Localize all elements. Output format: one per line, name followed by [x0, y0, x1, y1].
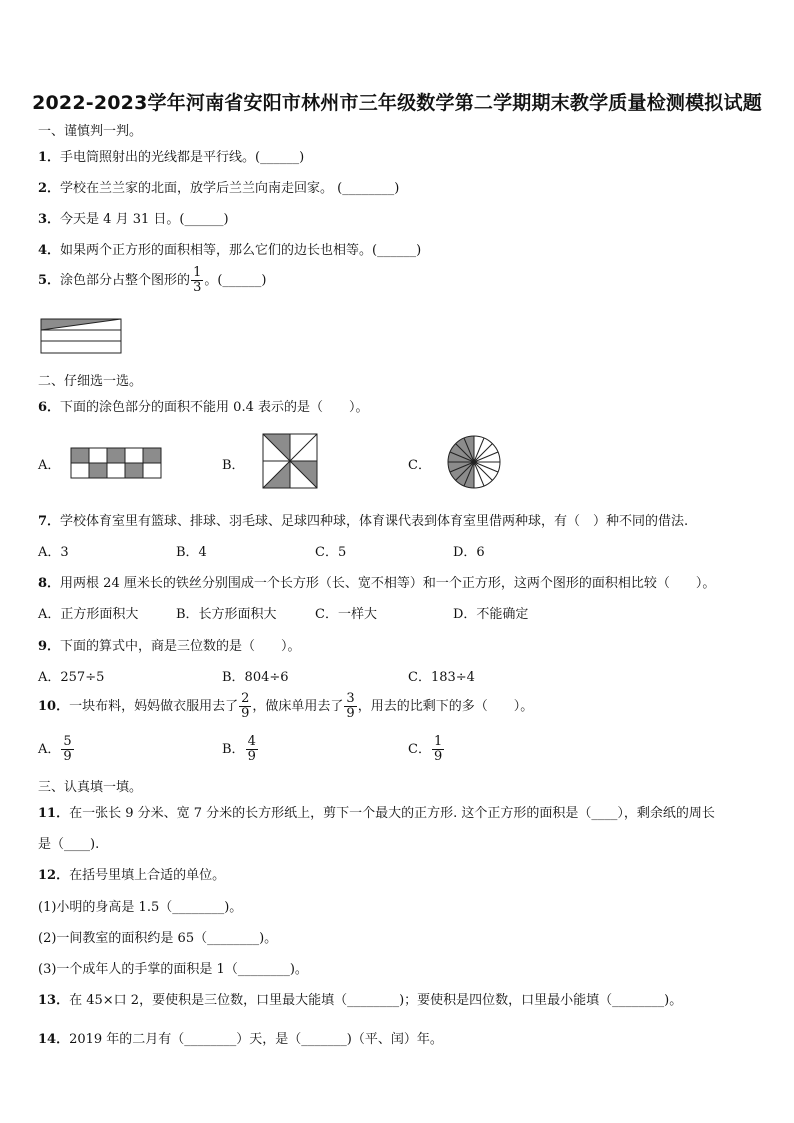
sub-question-3: (3)一个成年人的手掌的面积是 1（________)。 — [38, 962, 308, 977]
question-text: 学校在兰兰家的北面，放学后兰兰向南走回家。 (________) — [60, 181, 400, 196]
page-title: 2022-2023学年河南省安阳市林州市三年级数学第二学期期末教学质量检测模拟试题 — [32, 92, 762, 114]
fraction: $\frac{3}{9}$ — [346, 691, 355, 721]
question-14 — [38, 1028, 443, 1047]
option: D．6 — [453, 545, 485, 560]
fraction: $\frac{4}{9}$ — [247, 734, 256, 764]
question-11-continuation: 是（____). — [38, 837, 100, 852]
option-a: A． $\frac{5}{9}$ — [38, 734, 72, 764]
option: A．正方形面积大 — [38, 607, 139, 622]
question-6 — [38, 396, 369, 415]
option: C．183÷4 — [408, 670, 475, 685]
question-text: 在一张长 9 分米、宽 7 分米的长方形纸上，剪下一个最大的正方形. 这个正方形的面积是（____），剩余纸的周长 — [69, 806, 715, 821]
question-11 — [38, 802, 715, 821]
question-number: 13． — [38, 993, 70, 1008]
question-number: 2． — [38, 181, 61, 196]
option-b: B． — [222, 458, 245, 473]
fraction: $\frac{1}{3}$ — [193, 265, 202, 295]
option-a: A． — [38, 458, 61, 473]
option: B．4 — [176, 545, 207, 560]
question-number: 5． — [38, 273, 61, 288]
option: A．3 — [38, 545, 69, 560]
question-number: 8． — [38, 576, 61, 591]
question-text: 用两根 24 厘米长的铁丝分别围成一个长方形（长、宽不相等）和一个正方形，这两个图形的面积相比较（ ）。 — [60, 576, 716, 591]
question-12 — [38, 864, 225, 883]
question-text: 2019 年的二月有（________）天，是（_______)（平、闰）年。 — [69, 1032, 443, 1047]
sub-question-2: (2)一间教室的面积约是 65（________)。 — [38, 931, 278, 946]
option: B．804÷6 — [222, 670, 289, 685]
option: C．一样大 — [315, 607, 377, 622]
question-text: 在括号里填上合适的单位。 — [69, 868, 226, 883]
option-c: C． — [408, 458, 431, 473]
question-text: 一块布料，妈妈做衣服用去了 — [69, 699, 239, 714]
question-text: 下面的算式中，商是三位数的是（ ）。 — [60, 639, 301, 654]
option: C．5 — [315, 545, 347, 560]
question-number: 3． — [38, 212, 61, 227]
question-13 — [38, 989, 682, 1008]
q6-figure-a — [70, 447, 166, 481]
option: B．长方形面积大 — [176, 607, 277, 622]
question-number: 14． — [38, 1032, 70, 1047]
section-heading-fill: 三、认真填一填。 — [38, 780, 143, 795]
fraction: $\frac{5}{9}$ — [63, 734, 72, 764]
question-2 — [38, 177, 399, 196]
question-1 — [38, 146, 304, 165]
fraction: $\frac{2}{9}$ — [241, 691, 250, 721]
question-text: 今天是 4 月 31 日。(______) — [60, 212, 229, 227]
question-text: 下面的涂色部分的面积不能用 0.4 表示的是（ ）。 — [60, 400, 369, 415]
question-number: 1． — [38, 150, 61, 165]
question-8 — [38, 572, 715, 591]
question-text: 在 45×口 2，要使积是三位数，口里最大能填（________)；要使积是四位数，口里最小能填（________)。 — [69, 993, 683, 1008]
question-number: 12． — [38, 868, 70, 883]
question-5: 5．涂色部分占整个图形的 $\frac{1}{3}$ 。(______) — [38, 265, 267, 295]
section-heading-judge: 一、谨慎判一判。 — [38, 124, 143, 139]
question-3 — [38, 208, 229, 227]
option-b: B． $\frac{4}{9}$ — [222, 734, 256, 764]
question-4 — [38, 239, 421, 258]
question-number: 6． — [38, 400, 61, 415]
sub-question-1: (1)小明的身高是 1.5（________)。 — [38, 900, 243, 915]
option: D．不能确定 — [453, 607, 529, 622]
question-text: 手电筒照射出的光线都是平行线。(______) — [60, 150, 305, 165]
question-text: 如果两个正方形的面积相等，那么它们的边长也相等。(______) — [60, 243, 422, 258]
question-7 — [38, 510, 688, 529]
question-number: 10． — [38, 699, 70, 714]
question-text: 学校体育室里有篮球、排球、羽毛球、足球四种球，体育课代表到体育室里借两种球，有（ ）种不同的借法. — [60, 514, 689, 529]
question-number: 7． — [38, 514, 61, 529]
q5-figure — [40, 318, 124, 356]
question-text: 涂色部分占整个图形的 — [60, 273, 191, 288]
question-number: 9． — [38, 639, 61, 654]
question-number: 4． — [38, 243, 61, 258]
q6-figure-b — [262, 433, 318, 489]
option: A．257÷5 — [38, 670, 105, 685]
question-10: 10．一块布料，妈妈做衣服用去了 $\frac{2}{9}$ ，做床单用去了 $\frac{3}{9}$ ，用去的比剩下的多（ ）。 — [38, 691, 534, 721]
section-heading-choose: 二、仔细选一选。 — [38, 374, 143, 389]
q6-figure-c — [446, 434, 502, 490]
fraction: $\frac{1}{9}$ — [433, 734, 443, 764]
option-c: C． $\frac{1}{9}$ — [408, 734, 443, 764]
question-9 — [38, 635, 301, 654]
question-number: 11． — [38, 806, 70, 821]
